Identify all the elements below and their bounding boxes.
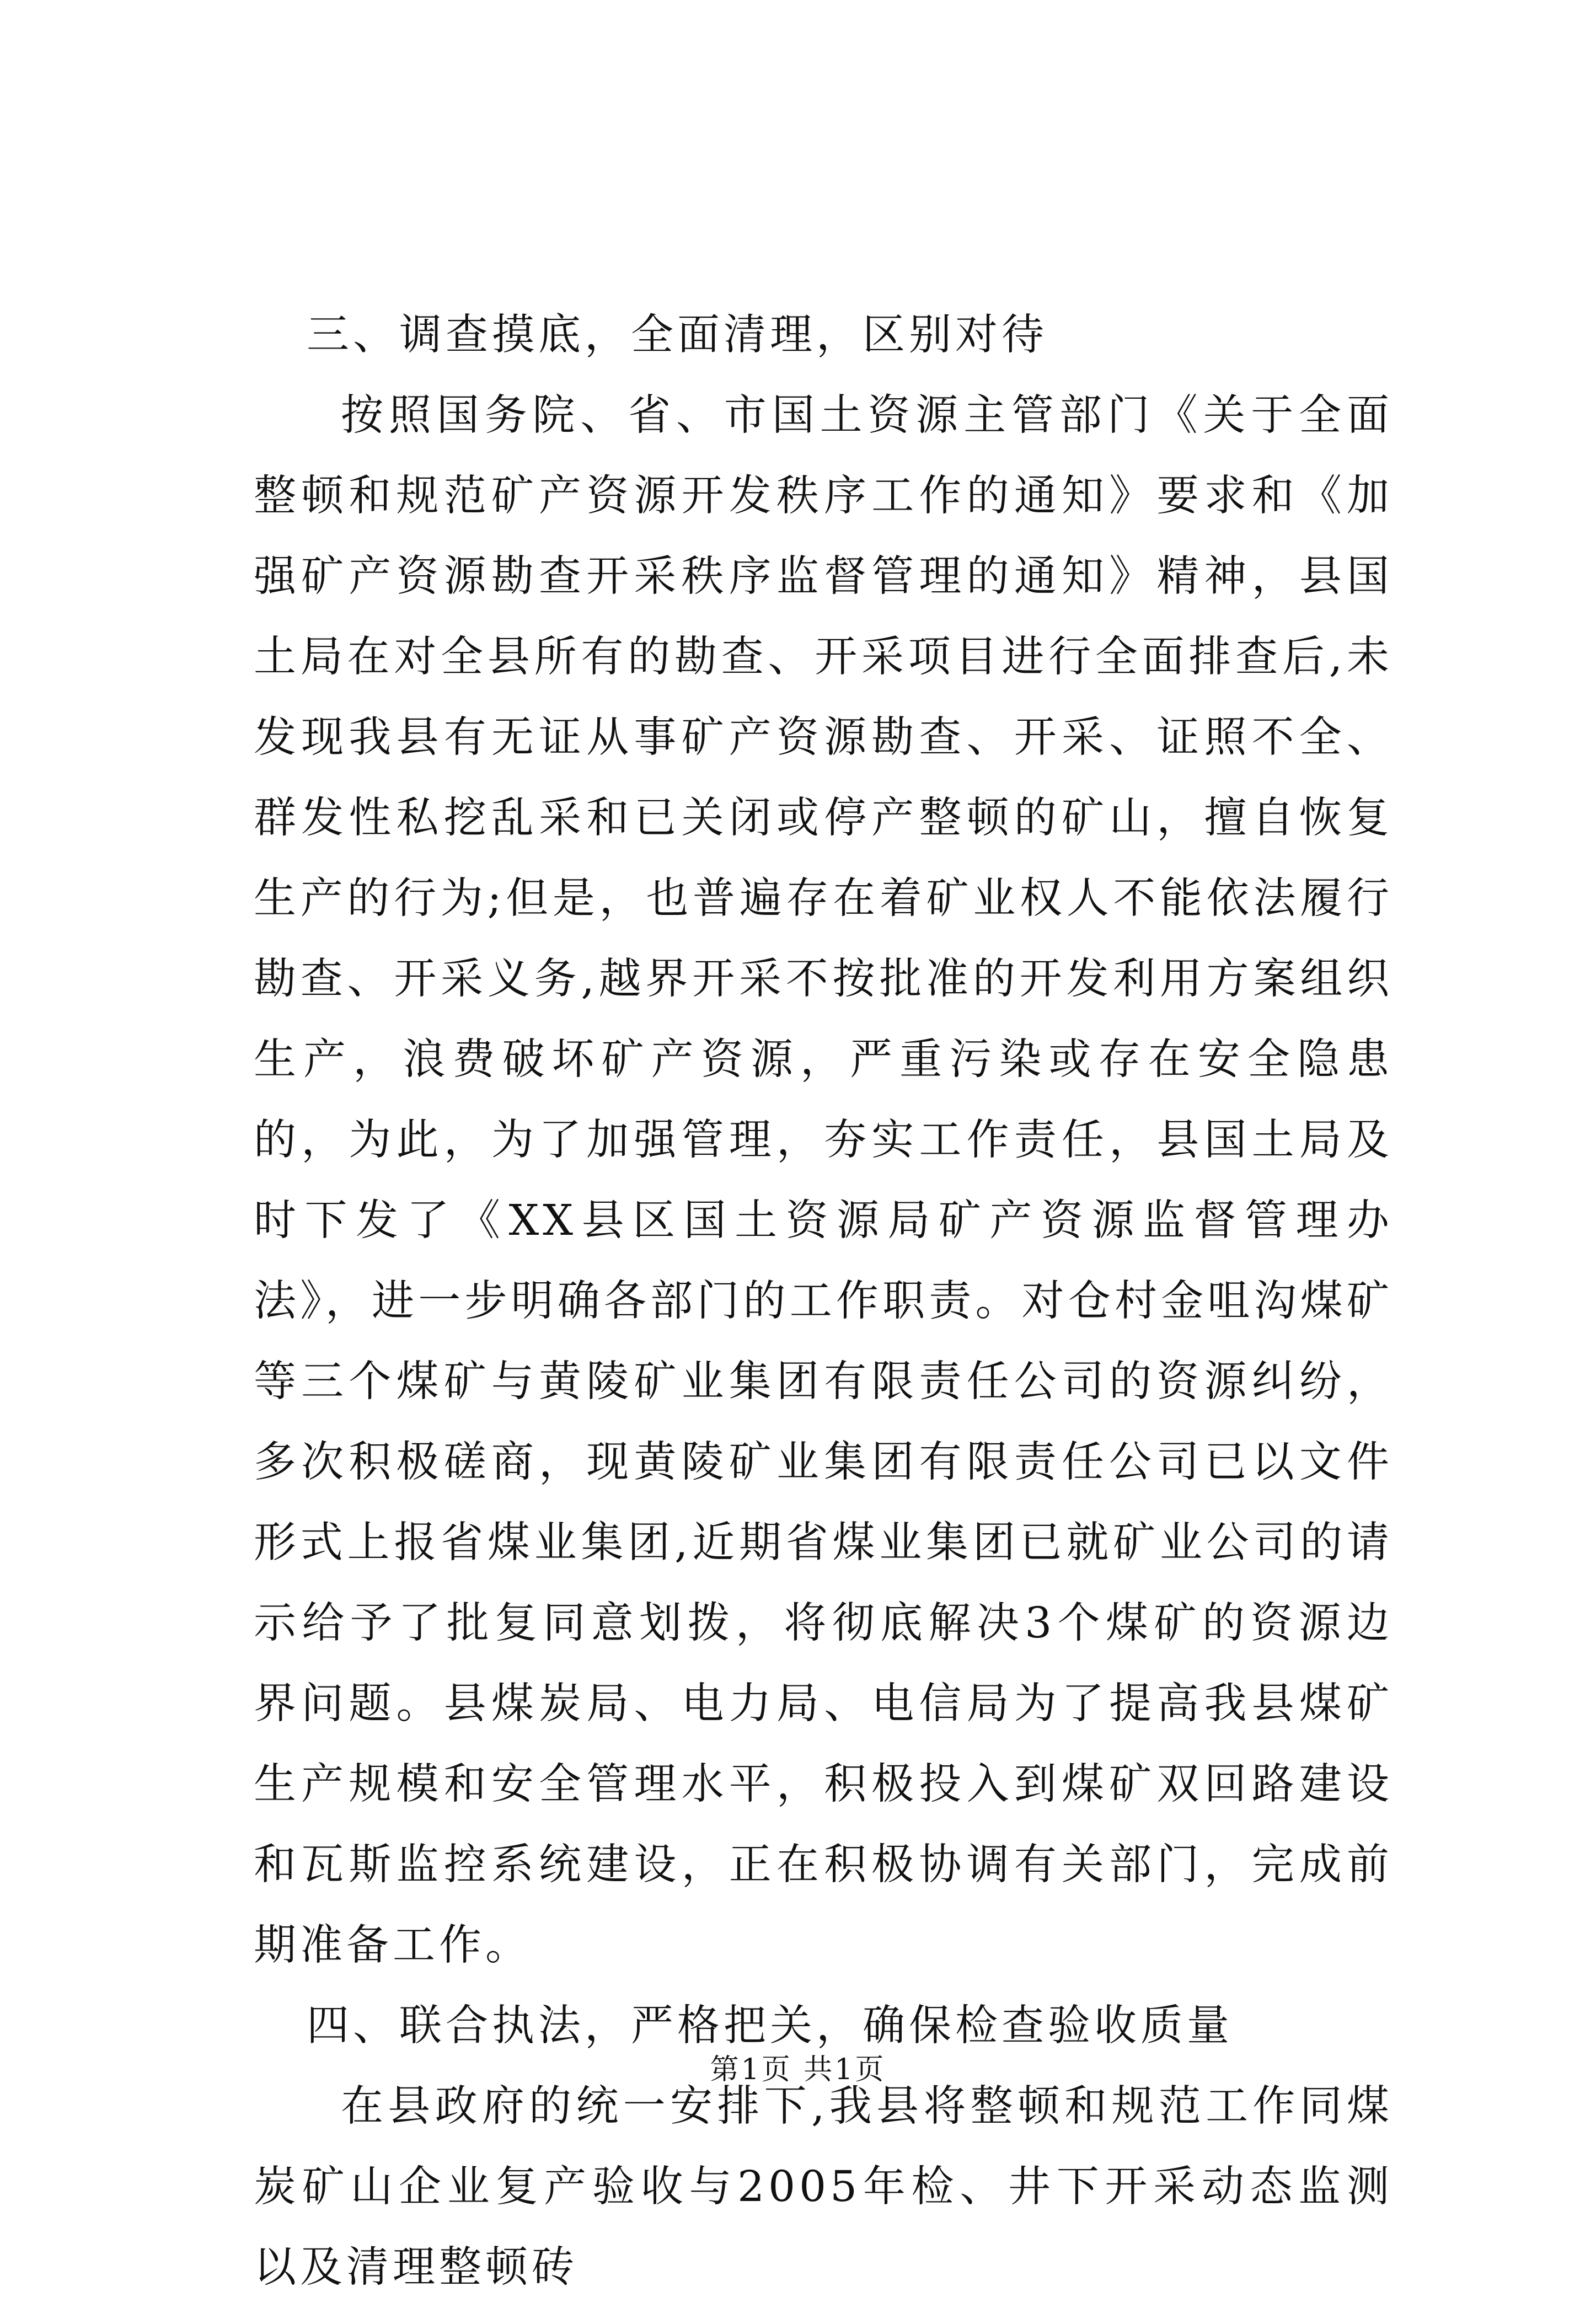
section-4-heading: 四、联合执法，严格把关，确保检查验收质量 bbox=[307, 2001, 1233, 2050]
section-4-paragraph: 在县政府的统一安排下,我县将整顿和规范工作同煤炭矿山企业复产验收与2005年检、井下开采动态监测以及清理整顿砖 bbox=[254, 2082, 1393, 2292]
section-3-paragraph: 按照国务院、省、市国土资源主管部门《关于全面整顿和规范矿产资源开发秩序工作的通知》要求和《加强矿产资源勘查开采秩序监督管理的通知》精神，县国土局在对全县所有的勘查、开采项目进行全面排查后,未发现我县有无证从事矿产资源勘查、开采、证照不全、群发性私挖乱采和已关闭或停产整顿的矿山，擅自恢复生产的行为;但是，也普遍存在着矿业权人不能依法履行勘查、开采义务,越界开采不按批准的开发利用方案组织生产，浪费破坏矿产资源，严重污染或存在安全隐患的，为此，为了加强管理，夯实工作责任，县国土局及时下发了《XX县区国土资源局矿产资源监督管理办法》，进一步明确各部门的工作职责。对仓村金咀沟煤矿等三个煤矿与黄陵矿业集团有限责任公司的资源纠纷，多次积极磋商，现黄陵矿业集团有限责任公司已以文件形式上报省煤业集团,近期省煤业集团已就矿业公司的请示给予了批复同意划拨，将彻底解决3个煤矿的资源边界问题。县煤炭局、电力局、电信局为了提高我县煤矿生产规模和安全管理水平，积极投入到煤矿双回路建设和瓦斯监控系统建设，正在积极协调有关部门，完成前期准备工作。 bbox=[254, 391, 1393, 1970]
page-number-footer: 第1页 共1页 bbox=[710, 2053, 886, 2086]
section-3-heading: 三、调查摸底，全面清理，区别对待 bbox=[307, 310, 1048, 360]
document-body bbox=[254, 295, 1393, 2308]
